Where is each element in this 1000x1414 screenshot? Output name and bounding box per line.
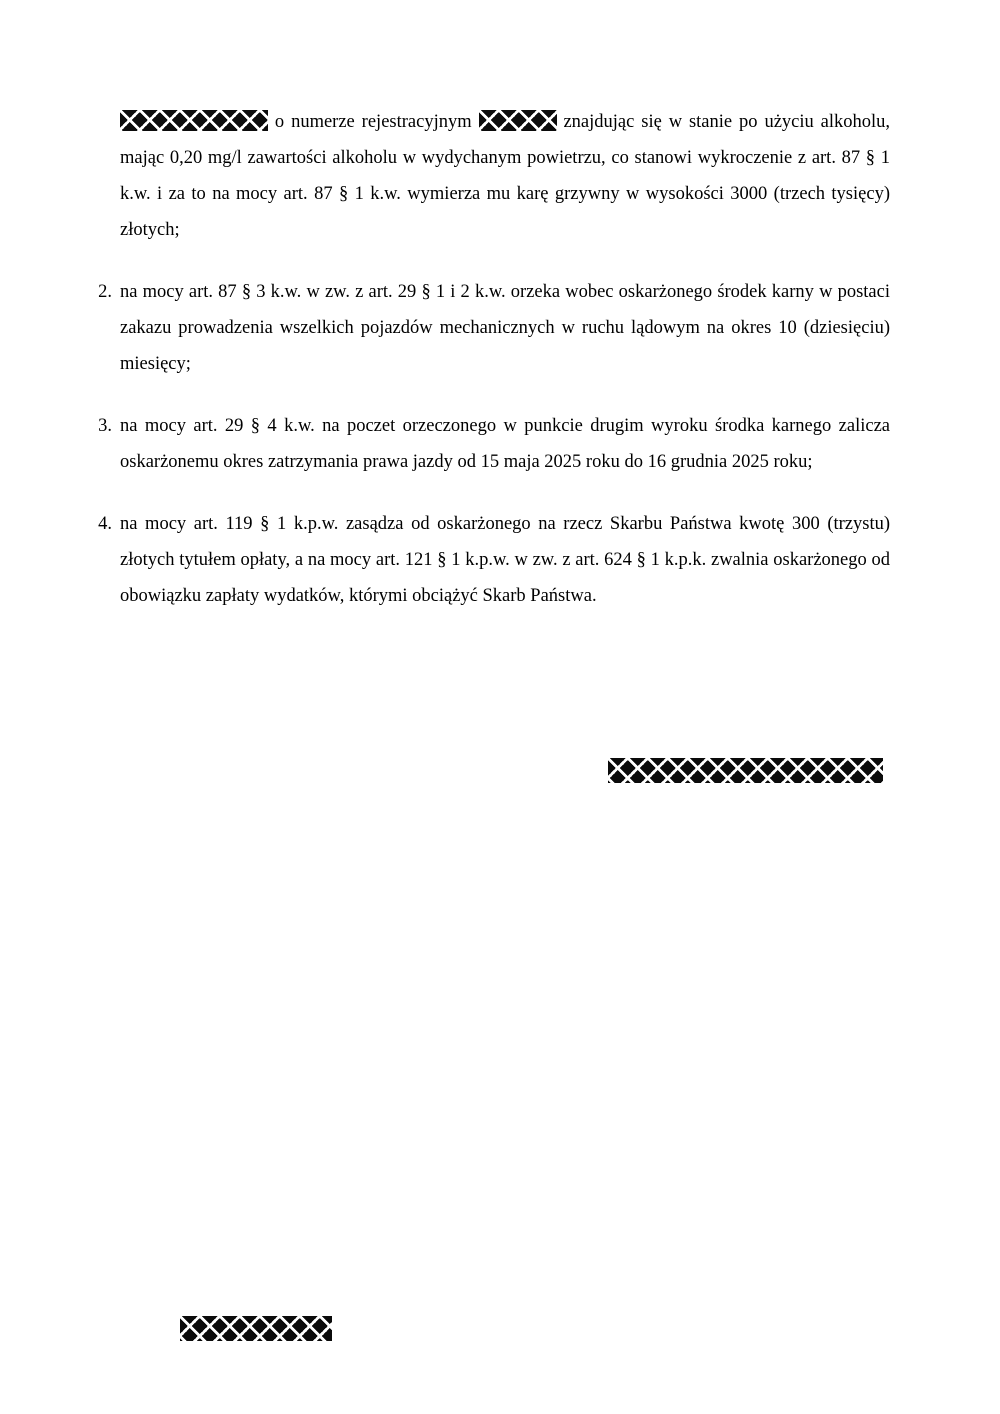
redaction-block-signature-icon: [608, 758, 883, 783]
judgment-items-list: [90, 274, 890, 614]
list-item-marker: 2.: [98, 282, 112, 302]
redaction-block-registration-icon: [479, 110, 557, 131]
document-body: [90, 104, 890, 640]
list-item-text: na mocy art. 119 § 1 k.p.w. zasądza od oskarżonego na rzecz Skarbu Państwa kwotę 300 (trzystu) złotych tytułem opłaty, a na mocy art. 121 § 1 k.p.w. w zw. z art. 624 § 1 k.p.k. zwalnia oskarżonego od obowiązku zapłaty wydatków, którymi obciążyć Skarb Państwa.: [120, 514, 890, 606]
list-item: [90, 408, 890, 480]
continued-paragraph: [90, 104, 890, 248]
signature-area: [608, 758, 883, 788]
redaction-block-vehicle-icon: [120, 110, 268, 131]
list-item-marker: 3.: [98, 416, 112, 436]
redaction-block-footer-icon: [180, 1316, 332, 1341]
list-item-text: na mocy art. 87 § 3 k.w. w zw. z art. 29 § 1 i 2 k.w. orzeka wobec oskarżonego środek karny w postaci zakazu prowadzenia wszelkich pojazdów mechanicznych w ruchu lądowym na okres 10 (dziesięciu) miesięcy;: [120, 282, 890, 374]
list-item-text: na mocy art. 29 § 4 k.w. na poczet orzeczonego w punkcie drugim wyroku środka karnego zalicza oskarżonemu okres zatrzymania prawa jazdy od 15 maja 2025 roku do 16 grudnia 2025 roku;: [120, 416, 890, 472]
continued-paragraph-text-2: znajdując się w stanie po użyciu alkoholu, mając 0,20 mg/l zawartości alkoholu w wydychanym powietrzu, co stanowi wykroczenie z art. 87 § 1 k.w. i za to na mocy art. 87 § 1 k.w. wymierza mu karę grzywny w wysokości 3000 (trzech tysięcy) złotych;: [120, 112, 891, 240]
list-item: [90, 506, 890, 614]
continued-paragraph-text-1: o numerze rejestracyjnym: [274, 112, 472, 132]
list-item-marker: 4.: [98, 514, 112, 534]
list-item: [90, 274, 890, 382]
footer-area: [180, 1316, 332, 1346]
